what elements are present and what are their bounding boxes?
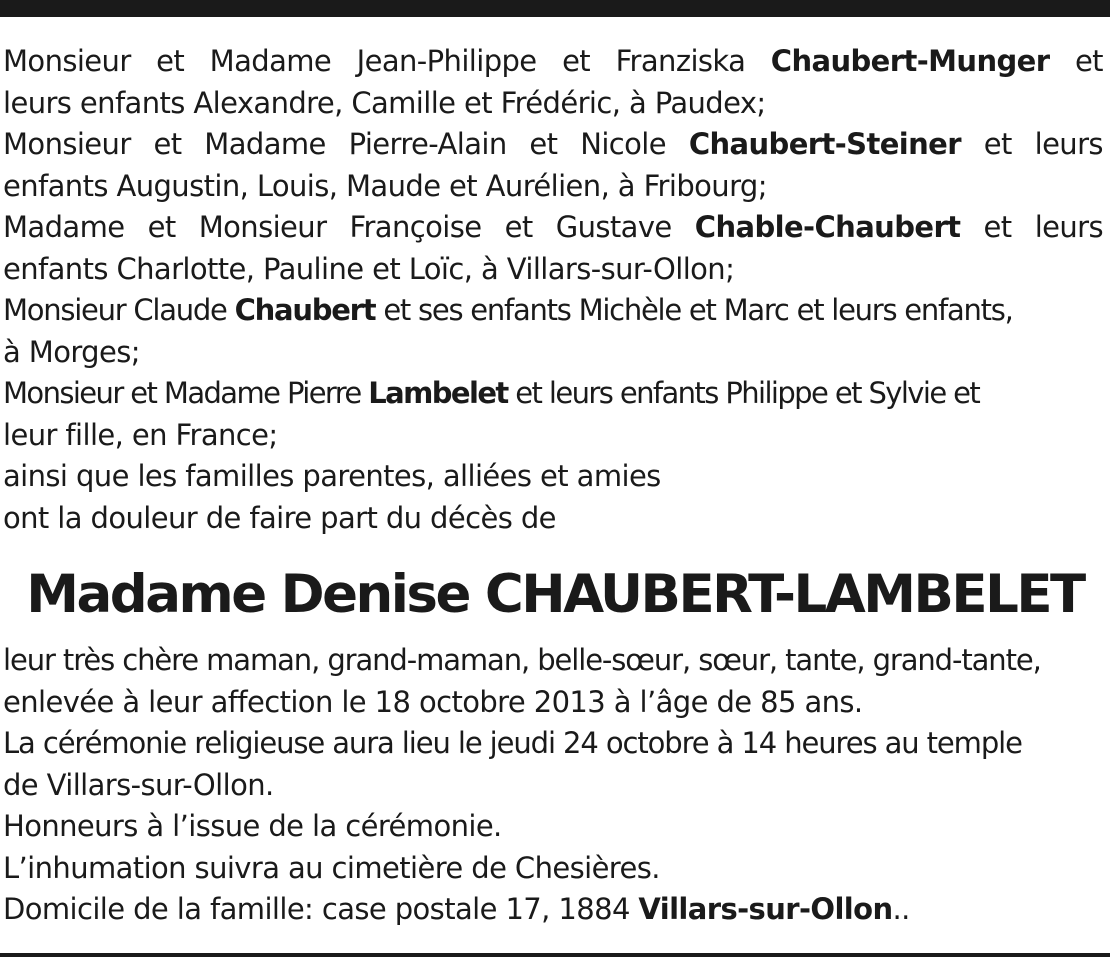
family-name: Chaubert [234,293,376,327]
bottom-rule [0,953,1110,957]
notice-line [3,889,1103,931]
word: Madame [3,210,125,244]
word: et [983,210,1012,244]
text: et ses enfants Michèle et Marc et leurs enfants, [375,293,1013,327]
word: et [983,127,1012,161]
word: Françoise [349,210,482,244]
family-list [3,41,1103,539]
notice-text [3,640,1103,931]
word: Monsieur [3,127,131,161]
notice-line: La cérémonie religieuse aura lieu le jeudi 24 octobre à 14 heures au temple [3,726,1022,760]
word: leurs [1034,210,1103,244]
word: et [156,44,185,78]
word: et [562,44,591,78]
word: Monsieur [198,210,327,244]
notice-line: L’inhumation suivra au cimetière de Chesières. [3,850,660,885]
word: et [153,127,182,161]
closing-line: ont la douleur de faire part du décès de [3,500,556,535]
family-line: leurs enfants Alexandre, Camille et Frédéric, à Paudex; [3,85,766,120]
text: Monsieur et Madame Pierre [3,376,369,410]
word: leurs [1034,127,1103,161]
word: Jean-Philippe [356,44,537,78]
family-line [3,41,1103,83]
family-line: leur fille, en France; [3,417,278,452]
deceased-name: Madame Denise CHAUBERT-LAMBELET [26,564,1084,625]
family-name: Chable-Chaubert [694,210,961,244]
text: et leurs enfants Philippe et Sylvie et [507,376,980,410]
family-name: Lambelet [368,376,508,410]
word: Madame [209,44,332,78]
word: Gustave [555,210,672,244]
top-rule [0,0,1110,17]
word: et [529,127,558,161]
word: Madame [204,127,326,161]
word: Nicole [580,127,666,161]
word: et [504,210,533,244]
family-name: Chaubert-Steiner [688,127,961,161]
family-name: Chaubert-Munger [770,44,1050,78]
word: et [147,210,176,244]
family-line: enfants Augustin, Louis, Maude et Aurélien, à Fribourg; [3,168,767,203]
family-line: à Morges; [3,334,140,369]
word: et [1074,44,1103,78]
family-line [3,124,1103,166]
notice-line: enlevée à leur affection le 18 octobre 2013 à l’âge de 85 ans. [3,684,863,719]
closing-line: ainsi que les familles parentes, alliées et amies [3,459,661,493]
word: Franziska [615,44,746,78]
family-line [3,290,1103,332]
word: Pierre-Alain [348,127,507,161]
notice-line: leur très chère maman, grand-maman, belle-sœur, sœur, tante, grand-tante, [3,643,1041,677]
text: .. [892,892,910,926]
family-line [3,207,1103,249]
family-line [3,373,1103,415]
word: Monsieur [3,44,131,78]
notice-line: Honneurs à l’issue de la cérémonie. [3,809,502,843]
location-name: Villars-sur-Ollon [638,892,893,926]
text: Monsieur Claude [3,293,235,327]
family-line: enfants Charlotte, Pauline et Loïc, à Villars-sur-Ollon; [3,251,735,286]
notice-line: de Villars-sur-Ollon. [3,767,274,802]
text: Domicile de la famille: case postale 17, 1884 [3,892,639,926]
